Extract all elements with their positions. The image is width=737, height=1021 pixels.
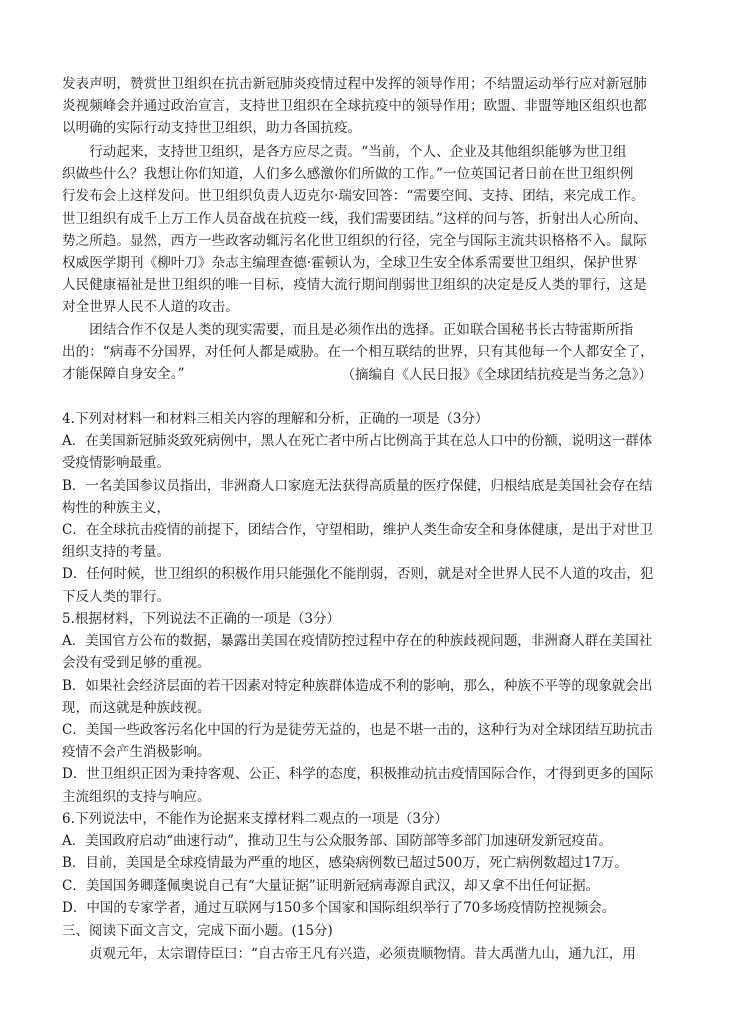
question-stem: 4.下列对材料一和材料三相关内容的理解和分析，正确的一项是（3分） (62, 411, 489, 427)
question-4 (62, 408, 678, 608)
text-line: 发表声明，赞赏世卫组织在抗击新冠肺炎疫情过程中发挥的领导作用；不结盟运动举行应对新冠肺 (62, 76, 647, 92)
paragraph-1 (62, 73, 678, 140)
source-citation: （摘编自《人民日报》《全球团结抗疫是当务之急》） (341, 367, 652, 383)
option-d: D．中国的专家学者，通过互联网与150多个国家和国际组织举行了70多场疫情防控视频会。 (62, 899, 616, 916)
option-a-cont: 受疫情影响最重。 (62, 455, 170, 472)
option-c: C．美国一些政客污名化中国的行为是徒劳无益的，也是不堪一击的，这种行为对全球团结互助抗击 (62, 722, 653, 739)
option-a-cont: 会没有受到足够的重视。 (62, 655, 211, 672)
option-a: A．美国官方公布的数据，暴露出美国在疫情防控过程中存在的种族歧视问题，非洲裔人群在美国社 (62, 633, 653, 650)
question-5 (62, 608, 678, 808)
option-c: C．美国国务卿蓬佩奥说自己有“大量证据”证明新冠病毒源自武汉，却又拿不出任何证据。 (62, 877, 600, 894)
option-a: A．美国政府启动“曲速行动”，推动卫生与公众服务部、国防部等多部门加速研发新冠疫苗。 (62, 833, 613, 850)
text-line: 势之所趋。显然，西方一些政客动辄污名化世卫组织的行径，完全与国际主流共识格格不入。鼠际 (62, 232, 647, 249)
option-b: B．一名美国参议员指出，非洲裔人口家庭无法获得高质量的医疗保健，归根结底是美国社会存在结 (62, 477, 653, 494)
option-b-cont: 现，而这就是种族歧视。 (62, 699, 211, 716)
option-d: D．世卫组织正因为秉持客观、公正、科学的态度，积极推动抗击疫情国际合作，才得到更多的国际 (62, 766, 654, 783)
text-line: 团结合作不仅是人类的现实需要，而且是必须作出的选择。正如联合国秘书长古特雷斯所指 (62, 322, 634, 338)
text-line: 以明确的实际行动支持世卫组织，助力各国抗疫。 (62, 120, 362, 137)
text-line: 人民健康福祉是世卫组织的唯一目标，疫情大流行期间削弱世卫组织的决定是反人类的罪行，这是 (62, 277, 647, 294)
paragraph-2 (62, 141, 678, 319)
text-line: 才能保障自身安全。” (62, 366, 185, 383)
classical-text (62, 943, 678, 965)
option-c: C．在全球抗击疫情的前提下，团结合作，守望相助，维护人类生命安全和身体健康，是出于对世卫 (62, 522, 653, 539)
option-d-cont: 主流组织的支持与响应。 (62, 788, 211, 805)
section-3-heading: 三、阅读下面文言文，完成下面小题。(15分) (62, 923, 333, 939)
classical-text-line: 贞观元年，太宗谓侍臣曰：“自古帝王凡有兴造，必须贵顺物情。昔大禹凿九山，通九江，用 (62, 946, 636, 962)
text-line: 行动起来，支持世卫组织，是各方应尽之责。“当前，个人、企业及其他组织能够为世卫组 (62, 144, 627, 160)
option-a: A．在美国新冠肺炎致死病例中，黑人在死亡者中所占比例高于其在总人口中的份额，说明这一群体 (62, 433, 653, 450)
question-6 (62, 808, 678, 919)
question-stem: 6.下列说法中，不能作为论据来支撑材料二观点的一项是（3分） (62, 811, 448, 827)
text-line: 出的：“病毒不分国界，对任何人都是威胁。在一个相互联结的世界，只有其他每一个人都安全了， (62, 344, 654, 361)
option-c-cont: 疫情不会产生消极影响。 (62, 744, 211, 761)
option-b-cont: 构性的种族主义， (62, 499, 170, 516)
text-line: 对全世界人民不人道的攻击。 (62, 299, 239, 316)
text-line: 织做些什么？我想让你们知道，人们多么感激你们所做的工作。”一位英国记者日前在世卫组织例 (62, 166, 634, 183)
option-b: B．如果社会经济层面的若干因素对特定种族群体造成不利的影响，那么，种族不平等的现象就会出 (62, 677, 653, 694)
text-line: 世卫组织有成千上万工作人员奋战在抗疫一线，我们需要团结。”这样的问与答，折射出人心所向、 (62, 210, 648, 227)
text-line: 权威医学期刊《柳叶刀》杂志主编理查德·霍顿认为，全球卫生安全体系需要世卫组织，保护世界 (62, 255, 638, 272)
text-line: 炎视频峰会并通过政治宣言，支持世卫组织在全球抗疫中的领导作用；欧盟、非盟等地区组织也都 (62, 98, 647, 115)
text-line: 行发布会上这样发问。世卫组织负责人迈克尔·瑞安回答：“需要空间、支持、团结，来完成工作。 (62, 188, 645, 205)
option-c-cont: 组织支持的考量。 (62, 544, 170, 561)
option-b: B．目前，美国是全球疫情最为严重的地区，感染病例数已超过500万，死亡病例数超过17万。 (62, 855, 628, 872)
question-stem: 5.根据材料，下列说法不正确的一项是（3分） (62, 611, 340, 627)
option-d-cont: 下反人类的罪行。 (62, 588, 170, 605)
option-d: D．任何时候，世卫组织的积极作用只能强化不能削弱，否则，就是对全世界人民不人道的攻击，犯 (62, 566, 654, 583)
